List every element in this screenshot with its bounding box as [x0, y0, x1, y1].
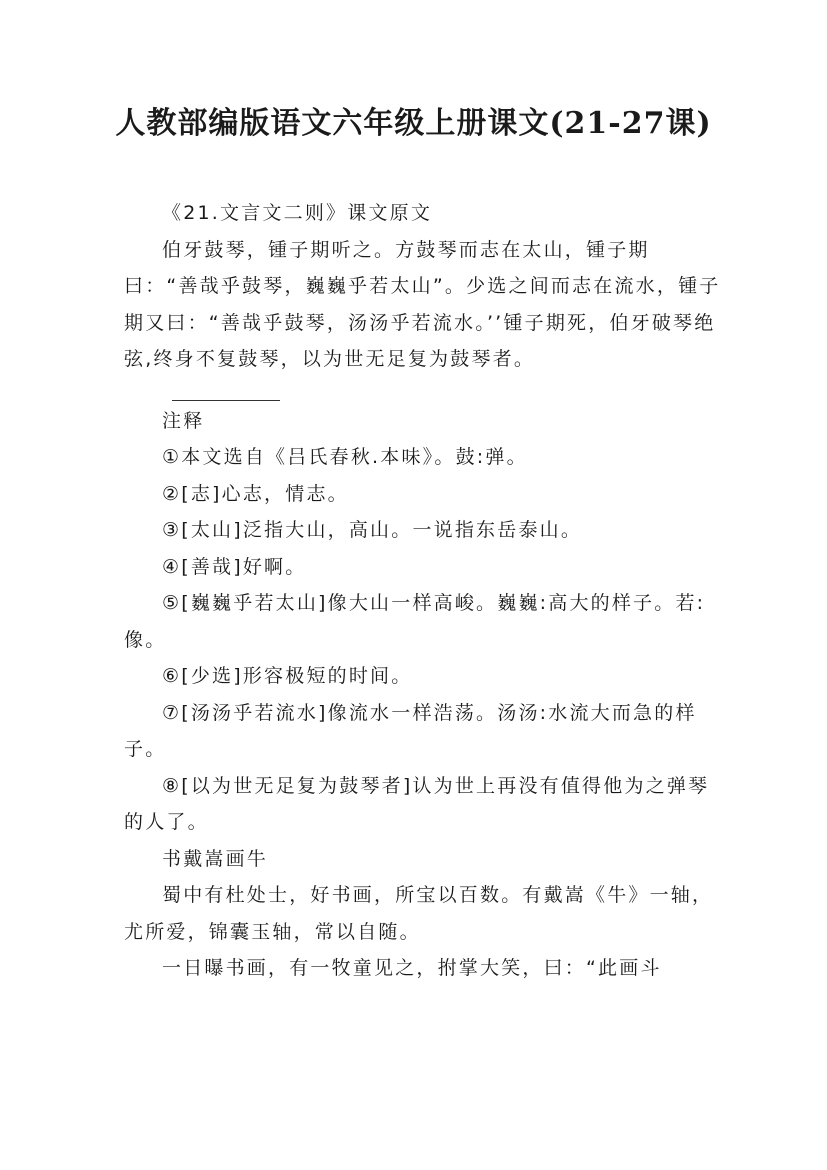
notes-heading: 注释: [162, 409, 205, 432]
lesson-paragraph: 伯牙鼓琴，锺子期听之。方鼓琴而志在太山，锺子期曰：“善哉乎鼓琴，巍巍乎若太山”。少选之间而志在流水，锺子期又曰：“善哉乎鼓琴，汤汤乎若流水。’’锺子期死，伯牙破琴绝弦,终身不复鼓琴，以为世无足复为鼓琴者。: [124, 238, 721, 370]
note-item: ⑤[巍巍乎若太山]像大山一样高峻。巍巍:高大的样子。若:像。: [124, 592, 706, 651]
lesson-heading: 《21.文言文二则》课文原文: [162, 202, 433, 224]
note-item: ③[太山]泛指大山，高山。一说指东岳泰山。: [162, 519, 583, 541]
note-item: ⑦[汤汤乎若流水]像流水一样浩荡。汤汤:水流大而急的样子。: [124, 701, 697, 760]
note-item: ⑧[以为世无足复为鼓琴者]认为世上再没有值得他为之弹琴的人了。: [124, 774, 710, 833]
document-body: [124, 195, 724, 987]
second-text-paragraph: 一日曝书画，有一牧童见之，拊掌大笑，曰：“此画斗: [162, 957, 662, 979]
second-text-paragraph: 蜀中有杜处士，好书画，所宝以百数。有戴嵩《牛》一轴，尤所爱，锦囊玉轴，常以自随。: [124, 884, 714, 943]
note-item: ①本文选自《吕氏春秋.本味》。鼓:弹。: [162, 446, 528, 468]
document-title: 人教部编版语文六年级上册课文(21-27课): [115, 106, 712, 141]
footnote-divider: [172, 400, 280, 401]
note-item: ②[志]心志，情志。: [162, 482, 349, 505]
second-text-title: 书戴嵩画牛: [162, 847, 269, 870]
note-item: ⑥[少选]形容极短的时间。: [162, 665, 413, 687]
note-item: ④[善哉]好啊。: [162, 555, 307, 578]
